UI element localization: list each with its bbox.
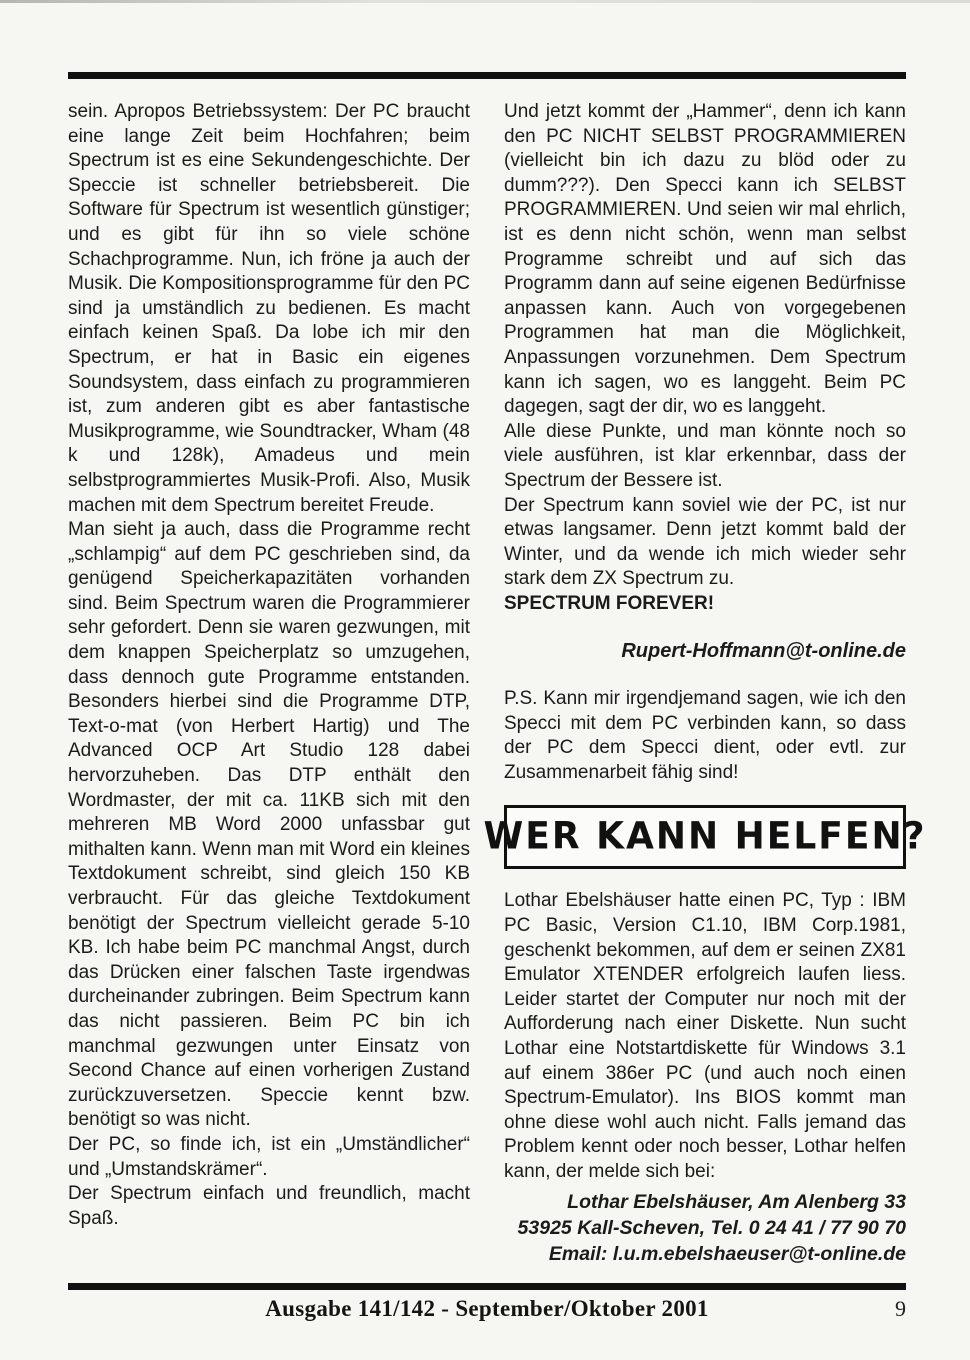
right-column bbox=[483, 100, 927, 1267]
page-number: 9 bbox=[895, 1296, 906, 1321]
help-box-title: WER KANN HELFEN? bbox=[483, 815, 927, 859]
paragraph: Alle diese Punkte, und man könnte noch so viele ausführen, ist klar erkennbar, dass der Spectrum der Bessere ist. bbox=[504, 420, 906, 491]
paragraph: Der Spectrum kann soviel wie der PC, ist nur etwas langsamer. Denn jetzt kommt bald der Winter, und da wende ich mich wieder sehr stark dem ZX Spectrum zu. bbox=[504, 494, 906, 590]
author-email: Rupert-Hoffmann@t-online.de bbox=[621, 640, 906, 663]
ps-paragraph: P.S. Kann mir irgendjemand sagen, wie ich den Specci mit dem PC verbinden kann, so dass der PC dem Specci dient, oder evtl. zur Zusammenarbeit fähig sind! bbox=[504, 688, 906, 783]
left-column bbox=[68, 100, 470, 1267]
paragraph: Der PC, so finde ich, ist ein „Umständlicher“ und „Umstandskrämer“. bbox=[68, 1133, 470, 1180]
issue-label: Ausgabe 141/142 - September/Oktober 2001 bbox=[265, 1296, 709, 1321]
top-divider-rule bbox=[68, 72, 906, 79]
scan-edge-artifact bbox=[0, 0, 970, 3]
article-body bbox=[68, 100, 927, 1267]
paragraph: Der Spectrum einfach und freundlich, macht Spaß. bbox=[68, 1183, 470, 1229]
spectrum-forever-line: SPECTRUM FOREVER! bbox=[504, 592, 715, 614]
paragraph: Und jetzt kommt der „Hammer“, denn ich kann den PC NICHT SELBST PROGRAMMIEREN (vielleicht bin ich dazu zu blöd oder zu dumm???). Den Specci kann ich SELBST PROGRAMMIEREN. Und seien wir mal ehrlich, ist es denn nicht schön, wenn man selbst Programme schreibt und auf sich das Programm dann auf seine eigenen Bedürfnisse anpassen kann. Auch von vorgegebenen Programmen hat man die Möglichkeit, Anpassungen vorzunehmen. Dem Spectrum kann ich sagen, wo es langgeht. Beim PC dagegen, sagt der dir, wo es langgeht. bbox=[504, 101, 906, 418]
help-paragraph: Lothar Ebelshäuser hatte einen PC, Typ : IBM PC Basic, Version C1.10, IBM Corp.1981, geschenkt bekommen, auf dem er seinen ZX81 Emulator XTENDER erfolgreich laufen liess. Leider startet der Computer nur noch mit der Aufforderung nach einer Diskette. Nun sucht Lothar eine Notstartdiskette für Windows 3.1 auf einem 386er PC (und auch noch einen Spectrum-Emulator). Ins BIOS kommt man ohne diese wohl auch nicht. Falls jemand das Problem kennt oder noch besser, Lothar helfen kann, der melde sich bei: bbox=[504, 890, 906, 1182]
paragraph: Man sieht ja auch, dass die Programme recht „schlampig“ auf dem PC geschrieben sind, da genügend Speicherkapazitäten vorhanden sind. Beim Spectrum waren die Programmierer sehr gefordert. Denn sie waren gezwungen, mit dem knappen Speicherplatz so umzugehen, dass dennoch gute Programme entstanden. Besonders hierbei sind die Programme DTP, Text-o-mat (von Herbert Hartig) und The Advanced OCP Art Studio 128 dabei hervorzuheben. Das DTP enthält den Wordmaster, der mit ca. 11KB sich mit den mehreren MB Word 2000 unfassbar gut mithalten kann. Wenn man mit Word ein kleines Textdokument schreibt, sind gleich 150 KB verbraucht. Für das gleiche Textdokument benötigt der Spectrum vielleicht gerade 5-10 KB. Ich habe beim PC manchmal Angst, durch das Drücken einer falschen Taste irgendwas durcheinander zubringen. Beim Spectrum kann das nicht passieren. Beim PC bin ich manchmal gezwungen unter Einsatz von Second Chance auf einen vorherigen Zustand zurückzuversetzen. Speccie kennt bzw. benötigt so was nicht. bbox=[68, 519, 470, 1131]
footer-divider-rule bbox=[68, 1283, 906, 1290]
contact-line-address: 53925 Kall-Scheven, Tel. 0 24 41 / 77 90 70 bbox=[517, 1216, 906, 1239]
contact-line-name: Lothar Ebelshäuser, Am Alenberg 33 bbox=[567, 1190, 906, 1213]
page-footer bbox=[68, 1296, 906, 1322]
help-box bbox=[483, 805, 927, 869]
contact-line-email: Email: l.u.m.ebelshaeuser@t-online.de bbox=[548, 1242, 906, 1265]
contact-block bbox=[504, 1189, 906, 1267]
paragraph: sein. Apropos Betriebssystem: Der PC braucht eine lange Zeit beim Hochfahren; beim Spectrum ist es eine Sekundengeschichte. Der Speccie ist schneller betriebsbereit. Die Software für Spectrum ist wesentlich günstiger; und es gibt für ihn so viele schöne Schachprogramme. Nun, ich fröne ja auch der Musik. Die Kompositionsprogramme für den PC sind ja umständlich zu bedienen. Es macht einfach keinen Spaß. Da lobe ich mir den Spectrum, er hat in Basic ein eigenes Soundsystem, dass einfach zu programmieren ist, zum anderen gibt es aber fantastische Musikprogramme, wie Soundtracker, Wham (48 k und 128k), Amadeus und mein selbstprogrammiertes Musik-Profi. Also, Musik machen mit dem Spectrum bereitet Freude. bbox=[68, 101, 470, 516]
